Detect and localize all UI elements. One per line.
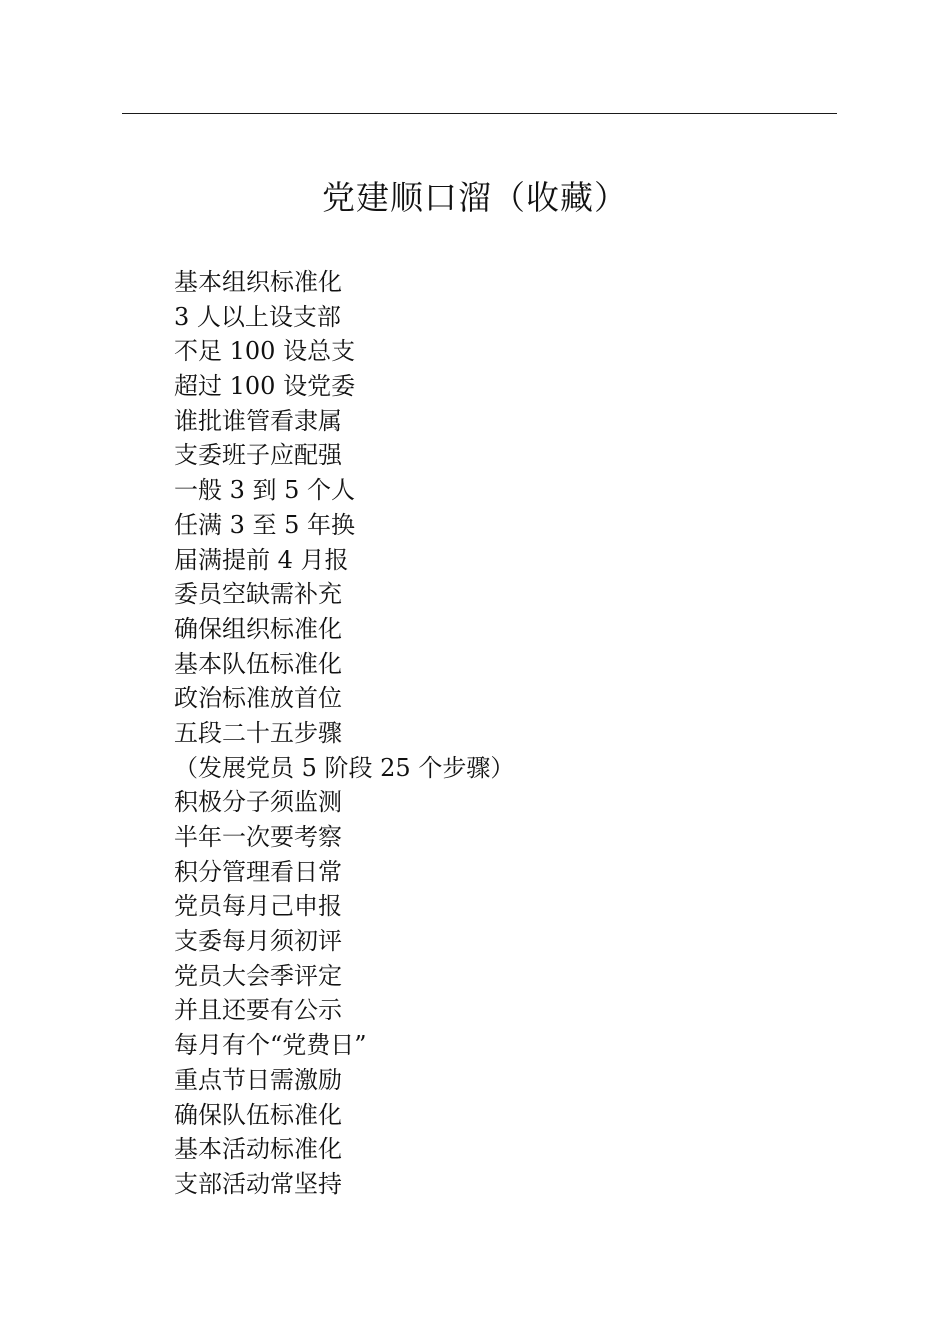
verse-line: 任满 3 至 5 年换 xyxy=(174,510,356,539)
verse-line: 基本队伍标准化 xyxy=(174,649,342,678)
verse-line: 政治标准放首位 xyxy=(174,684,342,713)
verse-line: 支部活动常坚持 xyxy=(174,1169,342,1198)
verse-line: 一般 3 到 5 个人 xyxy=(174,476,356,505)
verse-list xyxy=(174,265,874,1202)
verse-line: 3 人以上设支部 xyxy=(174,302,341,331)
verse-line: 支委每月须初评 xyxy=(174,927,342,956)
verse-line: （发展党员 5 阶段 25 个步骤） xyxy=(174,753,515,782)
verse-line: 确保组织标准化 xyxy=(174,614,342,643)
verse-line: 积分管理看日常 xyxy=(174,857,342,886)
verse-line: 超过 100 设党委 xyxy=(174,372,356,401)
verse-line: 谁批谁管看隶属 xyxy=(174,406,342,435)
verse-line: 党员每月己申报 xyxy=(174,892,342,921)
verse-line: 支委班子应配强 xyxy=(174,441,342,470)
verse-line: 委员空缺需补充 xyxy=(174,580,342,609)
page-title: 党建顺口溜（收藏） xyxy=(322,178,628,217)
verse-line: 党员大会季评定 xyxy=(174,961,342,990)
verse-line: 不足 100 设总支 xyxy=(174,337,356,366)
header-rule xyxy=(122,113,837,114)
verse-line: 五段二十五步骤 xyxy=(174,718,342,747)
verse-line: 并且还要有公示 xyxy=(174,996,342,1025)
verse-line: 重点节日需激励 xyxy=(174,1065,342,1094)
verse-line: 半年一次要考察 xyxy=(174,823,342,851)
verse-line: 届满提前 4 月报 xyxy=(174,545,349,574)
verse-line: 确保队伍标准化 xyxy=(174,1100,342,1129)
verse-line: 积极分子须监测 xyxy=(174,788,342,817)
verse-line: 每月有个“党费日” xyxy=(174,1031,367,1060)
verse-line: 基本组织标准化 xyxy=(174,268,342,296)
verse-line: 基本活动标准化 xyxy=(174,1135,342,1164)
